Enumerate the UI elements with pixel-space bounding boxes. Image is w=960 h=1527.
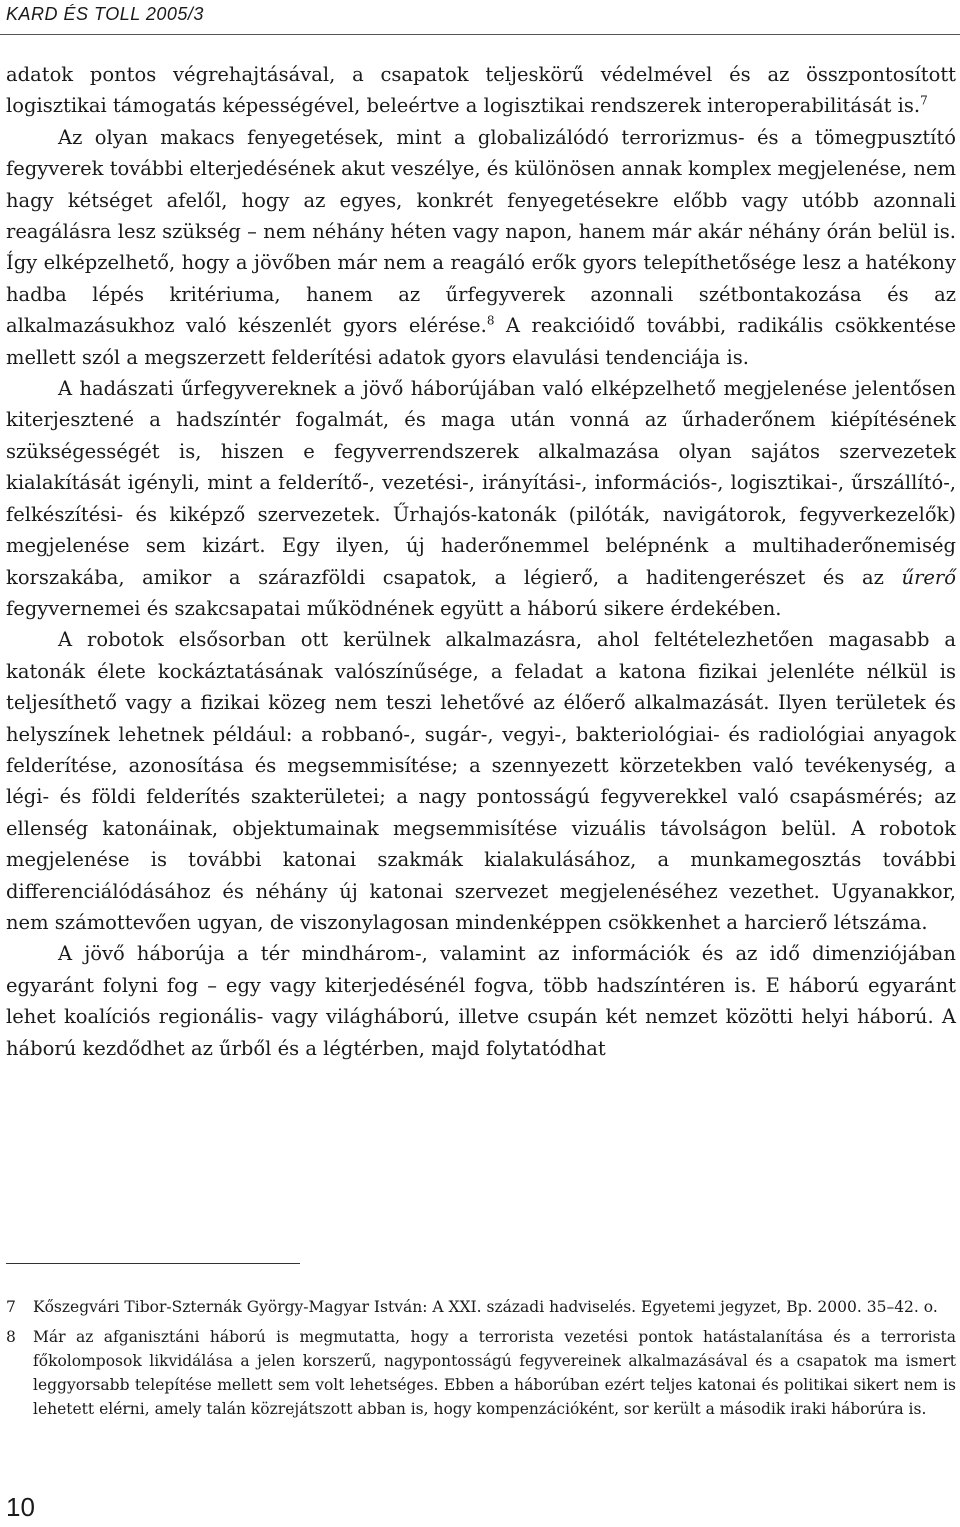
- paragraph-3-italic-term: űrerő: [901, 565, 956, 589]
- page-number: 10: [6, 1492, 35, 1522]
- paragraph-3-text-b: fegyvernemei és szakcsapatai működnének együtt a háború sikere érdekében.: [6, 596, 782, 620]
- footnote-number: 7: [6, 1298, 16, 1316]
- paragraph-3-text-a: A hadászati űrfegyvereknek a jövő háborújában való elképzelhető megjelenése jelentősen kiterjesztené a hadszíntér fogalmát, és maga után vonná az űrhaderőnem kiépítésének szükségességét is, hiszen e fegyverrendszerek alkalmazása olyan sajátos szervezetek kialakítását igényli, mint a felderítő-, vezetési-, irányítási-, információs-, logisztikai-, űrszállító-, felkészítési- és kiképző szervezetek. Űrhajós-katonák (pilóták, navigátorok, fegyverkezelők) megjelenése sem kizárt. Egy ilyen, új haderőnemmel belépnénk a multihaderőnemiség korszakába, amikor a szárazföldi csapatok, a légierő, a haditengerészet és az: [6, 377, 956, 589]
- footnotes: [6, 1295, 956, 1427]
- footnote-8: [6, 1325, 956, 1421]
- footnote-divider: [6, 1263, 300, 1264]
- footnote-number: 8: [6, 1328, 16, 1346]
- footnote-7: [6, 1295, 956, 1319]
- article-body: [6, 59, 956, 1064]
- header-divider: [0, 34, 960, 35]
- paragraph-4: A robotok elsősorban ott kerülnek alkalmazásra, ahol feltételezhetően magasabb a katonák élete kockáztatásának valószínűsége, a feladat a katona fizikai jelenléte nélkül is teljesíthető vagy a fizikai közeg nem teszi lehetővé az élőerő alkalmazását. Ilyen területek és helyszínek lehetnek például: a robbanó-, sugár-, vegyi-, bakteriológiai- és radiológiai anyagok felderítése, azonosítása és megsemmisítése; a szennyezett körzetekben való tevékenység, a légi- és földi felderítés szakterületei; a nagy pontosságú fegyverekkel való csapásmérés; az ellenség katonáinak, objektumainak megsemmisítése vizuális távolságon belül. A robotok megjelenése is további katonai szakmák kialakulásához, a munkamegosztás további differenciálódásához és néhány új katonai szervezet megjelenéséhez vezethet. Ugyanakkor, nem számottevően ugyan, de viszonylagosan mindenképpen csökkenhet a harcierő létszáma.: [6, 628, 956, 934]
- paragraph-2-text-b: A reakcióidő további, radikális csökkentése mellett szól a megszerzett felderítési adatok gyors elavulási tendenciája is.: [6, 314, 957, 369]
- paragraph-1: [6, 59, 956, 122]
- footnote-ref-8[interactable]: 8: [486, 313, 495, 328]
- paragraph-5: A jövő háborúja a tér mindhárom-, valamint az információk és az idő dimenziójában egyaránt folyni fog – egy vagy kiterjedésénél fogva, több hadszíntéren is. E háború egyaránt lehet koalíciós regionális- vagy világháború, illetve csupán két nemzet közötti helyi háború. A háború kezdődhet az űrből és a légtérben, majd folytatódhat: [6, 942, 956, 1060]
- running-header: KARD ÉS TOLL 2005/3: [6, 4, 204, 24]
- paragraph-3: [6, 373, 956, 624]
- paragraph-1-text: adatok pontos végrehajtásával, a csapatok teljeskörű védelmével és az összpontosított logisztikai támogatás képességével, beleértve a logisztikai rendszerek interoperabilitását is.: [6, 63, 956, 118]
- paragraph-2: [6, 122, 956, 373]
- footnote-text: Már az afganisztáni háború is megmutatta, hogy a terrorista vezetési pontok hatástalanítása és a terrorista főkolomposok likvidálása a jelen korszerű, nagypontosságú fegyvereinek alkalmazásával és a csapatok ma ismert leggyorsabb telepítése mellett sem volt lehetséges. Ebben a háborúban ezért teljes katonai és politikai sikert nem is lehetett elérni, amely talán közrejátszott abban is, hogy kompenzációként, sor került a második iraki háborúra is.: [33, 1328, 956, 1418]
- footnote-ref-7[interactable]: 7: [920, 93, 928, 108]
- footnote-text: Kőszegvári Tibor-Szternák György-Magyar István: A XXI. századi hadviselés. Egyetemi jegyzet, Bp. 2000. 35–42. o.: [33, 1298, 938, 1316]
- paragraph-2-text-a: Az olyan makacs fenyegetések, mint a globalizálódó terrorizmus- és a tömegpusztító fegyverek további elterjedésének akut veszélye, és különösen annak komplex megjelenése, nem hagy kétséget afelől, hogy az egyes, konkrét fenyegetésekre előbb vagy utóbb azonnali reagálásra lesz szükség – nem néhány héten vagy napon, hanem már akár néhány órán belül is. Így elképzelhető, hogy a jövőben már nem a reagáló erők gyors telepíthetősége lesz a hatékony hadba lépés kritériuma, hanem az űrfegyverek azonnali szétbontakozása és az alkalmazásukhoz való készenlét gyors elérése.: [6, 125, 956, 338]
